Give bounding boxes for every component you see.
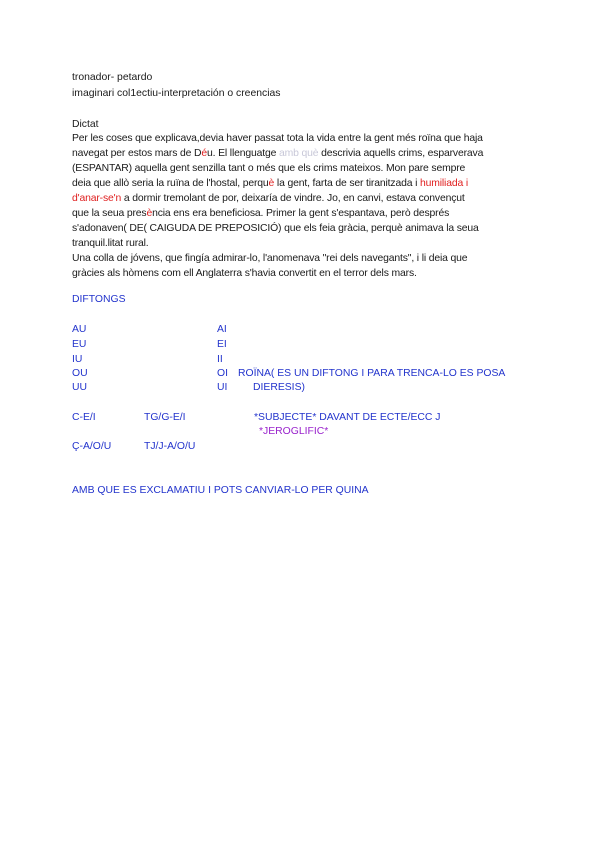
footer-note: AMB QUE ES EXCLAMATIU I POTS CANVIAR-LO PER QUINA	[72, 485, 369, 496]
dictat-line-7: s'adonaven( DE( CAIGUDA DE PREPOSICIÓ) que els feia gràcia, perquè animava la seua	[72, 223, 479, 234]
rule-subjecte: *SUBJECTE* DAVANT DE ECTE/ECC J	[254, 412, 441, 423]
red-highlight: d'anar-se'n	[72, 193, 122, 204]
diftong-left: EU	[72, 339, 87, 350]
dictat-line-5-b: a dormir tremolant de por, deixaría de vindre. Jo, en canvi, estava convençut	[121, 193, 465, 204]
rule-c-e-i: C-E/I	[72, 412, 96, 423]
dictat-line-6-a: que la seua pres	[72, 208, 147, 219]
rule-jeroglific: *JEROGLIFIC*	[259, 426, 329, 437]
dictat-line-9: Una colla de jóvens, que fingía admirar-lo, l'anomenava "rei dels navegants", i li deia que	[72, 253, 468, 264]
diftong-right: UI	[217, 382, 228, 393]
rule-tg-g-e-i: TG/G-E/I	[144, 412, 186, 423]
dictat-line-4	[72, 176, 468, 191]
dictat-line-3: (ESPANTAR) aquella gent senzilla tant o més que els crims mateixos. Mon pare sempre	[72, 163, 466, 174]
faint-text: amb què	[279, 148, 319, 159]
dictat-line-2-c: u. El llenguatge	[207, 148, 279, 159]
diftong-note-2: DIERESIS)	[253, 382, 305, 393]
diftong-left: AU	[72, 324, 87, 335]
dictat-line-5	[72, 191, 465, 206]
note-line-2: imaginari col1ectiu-interpretación o creencias	[72, 88, 281, 99]
diftong-left: IU	[72, 354, 83, 365]
dictat-line-6	[72, 206, 449, 221]
accent-highlight: é	[201, 148, 208, 159]
dictat-line-6-c: ncia ens era beneficiosa. Primer la gent s'espantava, però després	[152, 208, 450, 219]
rule-c-cedilla: Ç-A/O/U	[72, 441, 112, 452]
diftong-left: OU	[72, 368, 88, 379]
dictat-line-1: Per les coses que explicava,devia haver passat tota la vida entre la gent més roïna que haja	[72, 133, 483, 144]
dictat-line-4-c: la gent, farta de ser tiranitzada i	[274, 178, 420, 189]
dictat-line-10: gràcies als hòmens com ell Anglaterra s'havia convertit en el terror dels mars.	[72, 268, 417, 279]
dictat-line-2-a: navegat per estos mars de D	[72, 148, 202, 159]
dictat-line-2-d: descrivia aquells crims, esparverava	[318, 148, 484, 159]
dictat-line-2	[72, 146, 483, 161]
note-line-1: tronador- petardo	[72, 72, 153, 83]
diftong-note-1: ROÏNA( ES UN DIFTONG I PARA TRENCA-LO ES POSA	[238, 368, 506, 379]
accent-highlight: è	[268, 178, 275, 189]
diftong-left: UU	[72, 382, 88, 393]
diftong-right: II	[217, 354, 223, 365]
diftongs-heading: DIFTONGS	[72, 294, 126, 305]
red-highlight: humiliada i	[419, 178, 468, 189]
diftong-right: EI	[217, 339, 227, 350]
dictat-line-4-a: deia que allò seria la ruïna de l'hostal, perqu	[72, 178, 269, 189]
diftong-right: AI	[217, 324, 227, 335]
diftong-right: OI	[217, 368, 228, 379]
accent-highlight: è	[146, 208, 153, 219]
dictat-line-8: tranquil.litat rural.	[72, 238, 149, 249]
dictat-heading: Dictat	[72, 119, 99, 130]
rule-tj-j: TJ/J-A/O/U	[144, 441, 196, 452]
